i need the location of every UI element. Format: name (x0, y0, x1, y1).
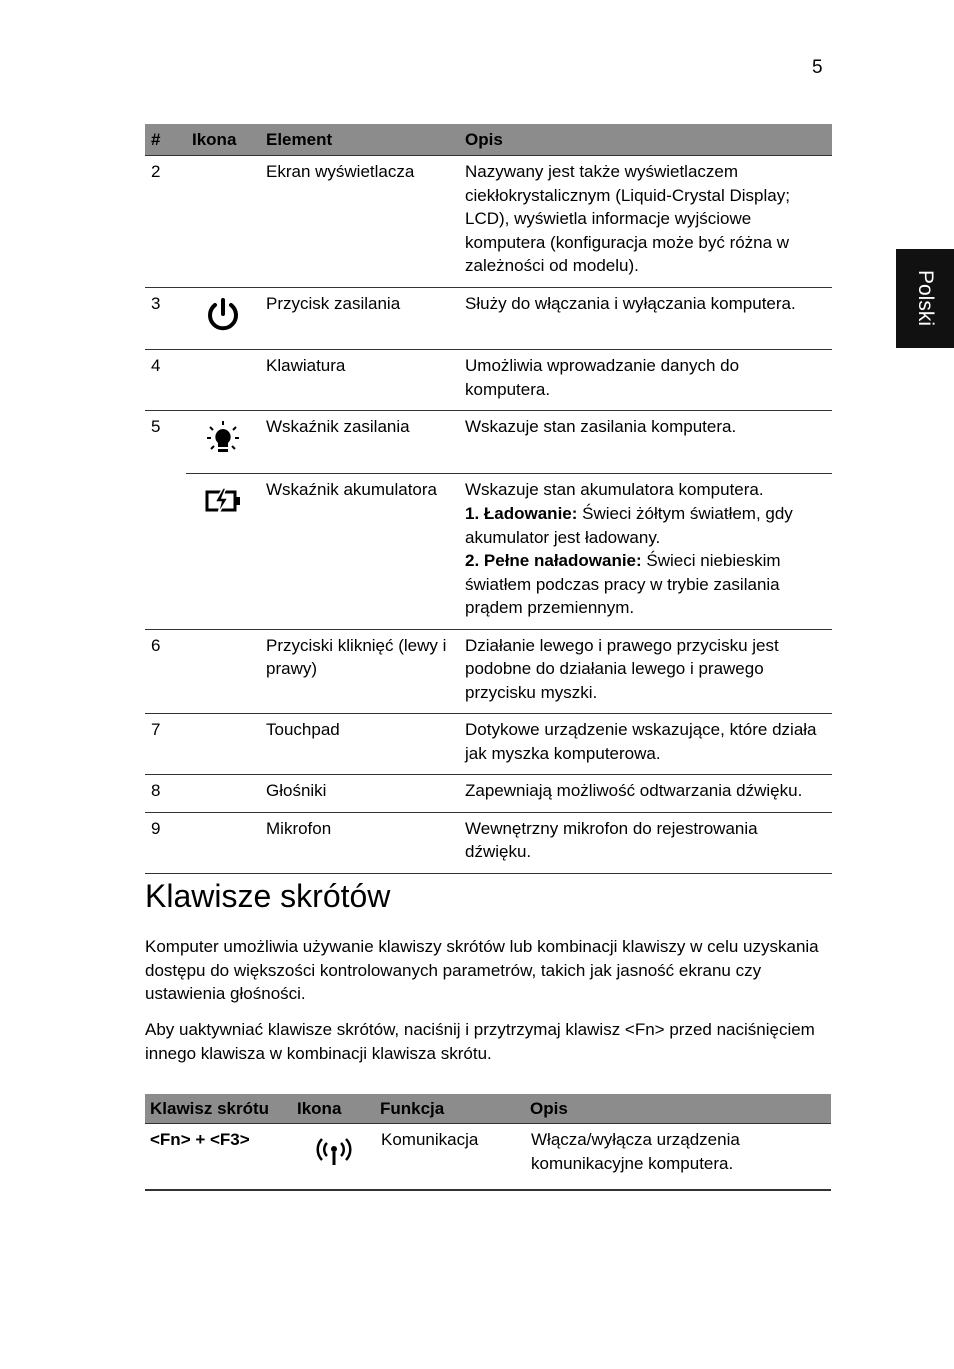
language-tab-label: Polski (913, 269, 937, 327)
battery-description: Wskazuje stan akumulatora komputera. (465, 479, 764, 499)
table-row (145, 287, 832, 350)
row-icon-cell (186, 350, 260, 411)
table-row (145, 714, 832, 775)
power-icon (204, 296, 242, 334)
row-number: 5 (151, 417, 161, 436)
row-icon-cell (186, 629, 260, 714)
row-element: Przycisk zasilania (260, 287, 459, 350)
row-number: 8 (145, 775, 186, 813)
page-number: 5 (812, 57, 823, 78)
full-charge-state (465, 549, 826, 620)
charging-label: 1. Ładowanie: (465, 504, 578, 523)
components-table (145, 124, 832, 874)
row-element: Przyciski kliknięć (lewy i prawy) (260, 629, 459, 714)
power-indicator-icon (204, 419, 242, 457)
row-description: Służy do włączania i wyłączania komputera. (459, 287, 832, 350)
row-icon-cell (186, 156, 260, 288)
shortcut-table (145, 1094, 831, 1191)
row-icon-cell (186, 473, 260, 629)
table-row (145, 473, 832, 629)
row-description: Wskazuje stan zasilania komputera. (459, 411, 832, 474)
header-element: Element (260, 124, 459, 156)
header-function: Funkcja (375, 1094, 525, 1124)
intro-paragraph: Komputer umożliwia używanie klawiszy skrótów lub kombinacji klawiszy w celu uzyskania dostępu do większości kontrolowanych parametrów, takich jak jasność ekranu czy ustawienia głośności. (145, 937, 819, 1003)
row-icon-cell (186, 411, 260, 474)
row-description (459, 473, 832, 629)
row-number: 9 (145, 812, 186, 873)
header-icon: Ikona (292, 1094, 375, 1124)
header-description: Opis (525, 1094, 831, 1124)
row-number: 7 (145, 714, 186, 775)
table-row (145, 350, 832, 411)
row-icon-cell (186, 812, 260, 873)
row-icon-cell (186, 714, 260, 775)
table-row (145, 411, 832, 474)
table-row (145, 156, 832, 288)
shortcut-function: Komunikacja (375, 1124, 525, 1191)
row-element: Ekran wyświetlacza (260, 156, 459, 288)
charging-state (465, 502, 826, 549)
row-description: Nazywany jest także wyświetlaczem ciekłokrystalicznym (Liquid-Crystal Display; LCD), wyświetla informacje wyjściowe komputera (konfiguracja może być różna w zależności od modelu). (459, 156, 832, 288)
row-description: Zapewniają możliwość odtwarzania dźwięku. (459, 775, 832, 813)
row-description: Działanie lewego i prawego przycisku jest podobne do działania lewego i prawego przycisku myszki. (459, 629, 832, 714)
row-element: Touchpad (260, 714, 459, 775)
section-title: Klawisze skrótów (145, 878, 391, 914)
table-row (145, 812, 832, 873)
full-charge-text: Świeci niebieskim światłem podczas pracy w trybie zasilania prądem przemiennym. (465, 551, 781, 617)
header-description: Opis (459, 124, 832, 156)
row-number: 2 (145, 156, 186, 288)
table-header-row (145, 124, 832, 156)
row-description: Wewnętrzny mikrofon do rejestrowania dźwięku. (459, 812, 832, 873)
row-icon-cell (292, 1124, 375, 1191)
battery-indicator-icon (203, 486, 243, 516)
shortcut-key (145, 1124, 292, 1191)
shortcut-description: Włącza/wyłącza urządzenia komunikacyjne komputera. (525, 1124, 831, 1191)
row-number: 6 (145, 629, 186, 714)
table-row (145, 1124, 831, 1191)
header-shortcut-key: Klawisz skrótu (145, 1094, 292, 1124)
table-row (145, 629, 832, 714)
row-element: Mikrofon (260, 812, 459, 873)
row-description: Dotykowe urządzenie wskazujące, które działa jak myszka komputerowa. (459, 714, 832, 775)
table-header-row (145, 1094, 831, 1124)
row-number (145, 473, 186, 629)
row-element: Głośniki (260, 775, 459, 813)
table-row (145, 775, 832, 813)
header-number: # (145, 124, 186, 156)
row-element: Wskaźnik zasilania (260, 411, 459, 474)
header-icon: Ikona (186, 124, 260, 156)
wireless-communication-icon (314, 1138, 354, 1168)
full-charge-label: 2. Pełne naładowanie: (465, 551, 642, 570)
row-description: Umożliwia wprowadzanie danych do komputera. (459, 350, 832, 411)
shortcut-key-text: <Fn> + <F3> (150, 1130, 250, 1149)
row-element: Klawiatura (260, 350, 459, 411)
row-icon-cell (186, 287, 260, 350)
row-element: Wskaźnik akumulatora (260, 473, 459, 629)
row-number: 4 (145, 350, 186, 411)
row-number: 3 (145, 287, 186, 350)
charging-text: Świeci żółtym światłem, gdy akumulator jest ładowany. (465, 504, 793, 547)
instruction-paragraph: Aby uaktywniać klawisze skrótów, naciśnij i przytrzymaj klawisz <Fn> przed naciśnięciem innego klawisza w kombinacji klawisza skrótu. (145, 1020, 815, 1063)
row-icon-cell (186, 775, 260, 813)
language-tab (896, 249, 954, 348)
